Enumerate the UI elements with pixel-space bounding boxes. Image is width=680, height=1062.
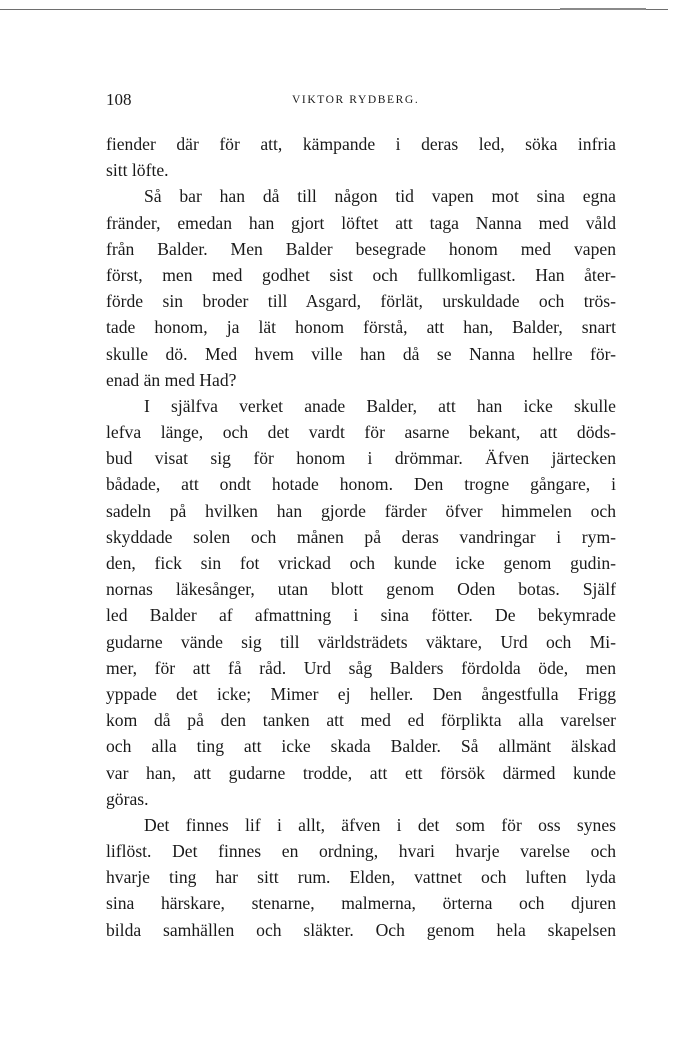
text-line: göras. [106,788,149,809]
page-header [106,90,616,112]
text-line: var han, att gudarne trodde, att ett försök därmed kunde [106,762,616,783]
text-line: från Balder. Men Balder besegrade honom med vapen [106,238,616,259]
text-line: led Balder af afmattning i sina fötter. De bekymrade [106,605,616,626]
text-line: förde sin broder till Asgard, förlät, urskuldade och trös- [106,291,616,312]
text-line: först, men med godhet sist och fullkomligast. Han åter- [106,264,616,285]
text-line: yppade det icke; Mimer ej heller. Den ångestfulla Frigg [106,683,616,704]
text-line: bud visat sig för honom i drömmar. Äfven järtecken [106,448,616,469]
text-line: enad än med Had? [106,369,237,390]
text-line: sadeln på hvilken han gjorde färder öfver himmelen och [106,500,616,521]
text-line: liflöst. Det finnes en ordning, hvari hvarje varelse och [106,841,616,862]
running-head: VIKTOR RYDBERG. [292,94,420,106]
text-line: Så bar han då till någon tid vapen mot sina egna [144,186,616,207]
text-line: Det finnes lif i allt, äfven i det som för oss synes [144,814,616,835]
text-line: fiender där för att, kämpande i deras led, söka infria [106,134,616,154]
top-edge-rule-mark [560,8,646,10]
text-line: och alla ting att icke skada Balder. Så allmänt älskad [106,736,616,757]
text-line: bådade, att ondt hotade honom. Den trogne gångare, i [106,474,616,495]
text-line: I själfva verket anade Balder, att han icke skulle [144,395,616,416]
text-line: lefva länge, och det vardt för asarne bekant, att döds- [106,422,616,443]
text-line: kom då på den tanken att med ed förplikta alla varelser [106,710,616,731]
text-line: mer, för att få råd. Urd såg Balders fördolda öde, men [106,657,616,678]
page-number: 108 [106,90,132,109]
text-line: sitt löfte. [106,160,169,181]
text-line: nornas läkesånger, utan blott genom Oden botas. Själf [106,579,616,600]
text-line: skulle dö. Med hvem ville han då se Nanna hellre för- [106,343,616,364]
text-line: fränder, emedan han gjort löftet att taga Nanna med våld [106,212,616,233]
body-text [106,131,616,943]
text-line: sina härskare, stenarne, malmerna, örterna och djuren [106,893,616,914]
text-line: gudarne vände sig till världsträdets väktare, Urd och Mi- [106,631,616,652]
text-line: tade honom, ja lät honom förstå, att han, Balder, snart [106,317,616,338]
text-line: skyddade solen och månen på deras vandringar i rym- [106,526,616,547]
text-line: hvarje ting har sitt rum. Elden, vattnet och luften lyda [106,867,616,888]
text-line: bilda samhällen och släkter. Och genom hela skapelsen [106,919,616,940]
text-line: den, fick sin fot vrickad och kunde icke genom gudin- [106,553,616,573]
